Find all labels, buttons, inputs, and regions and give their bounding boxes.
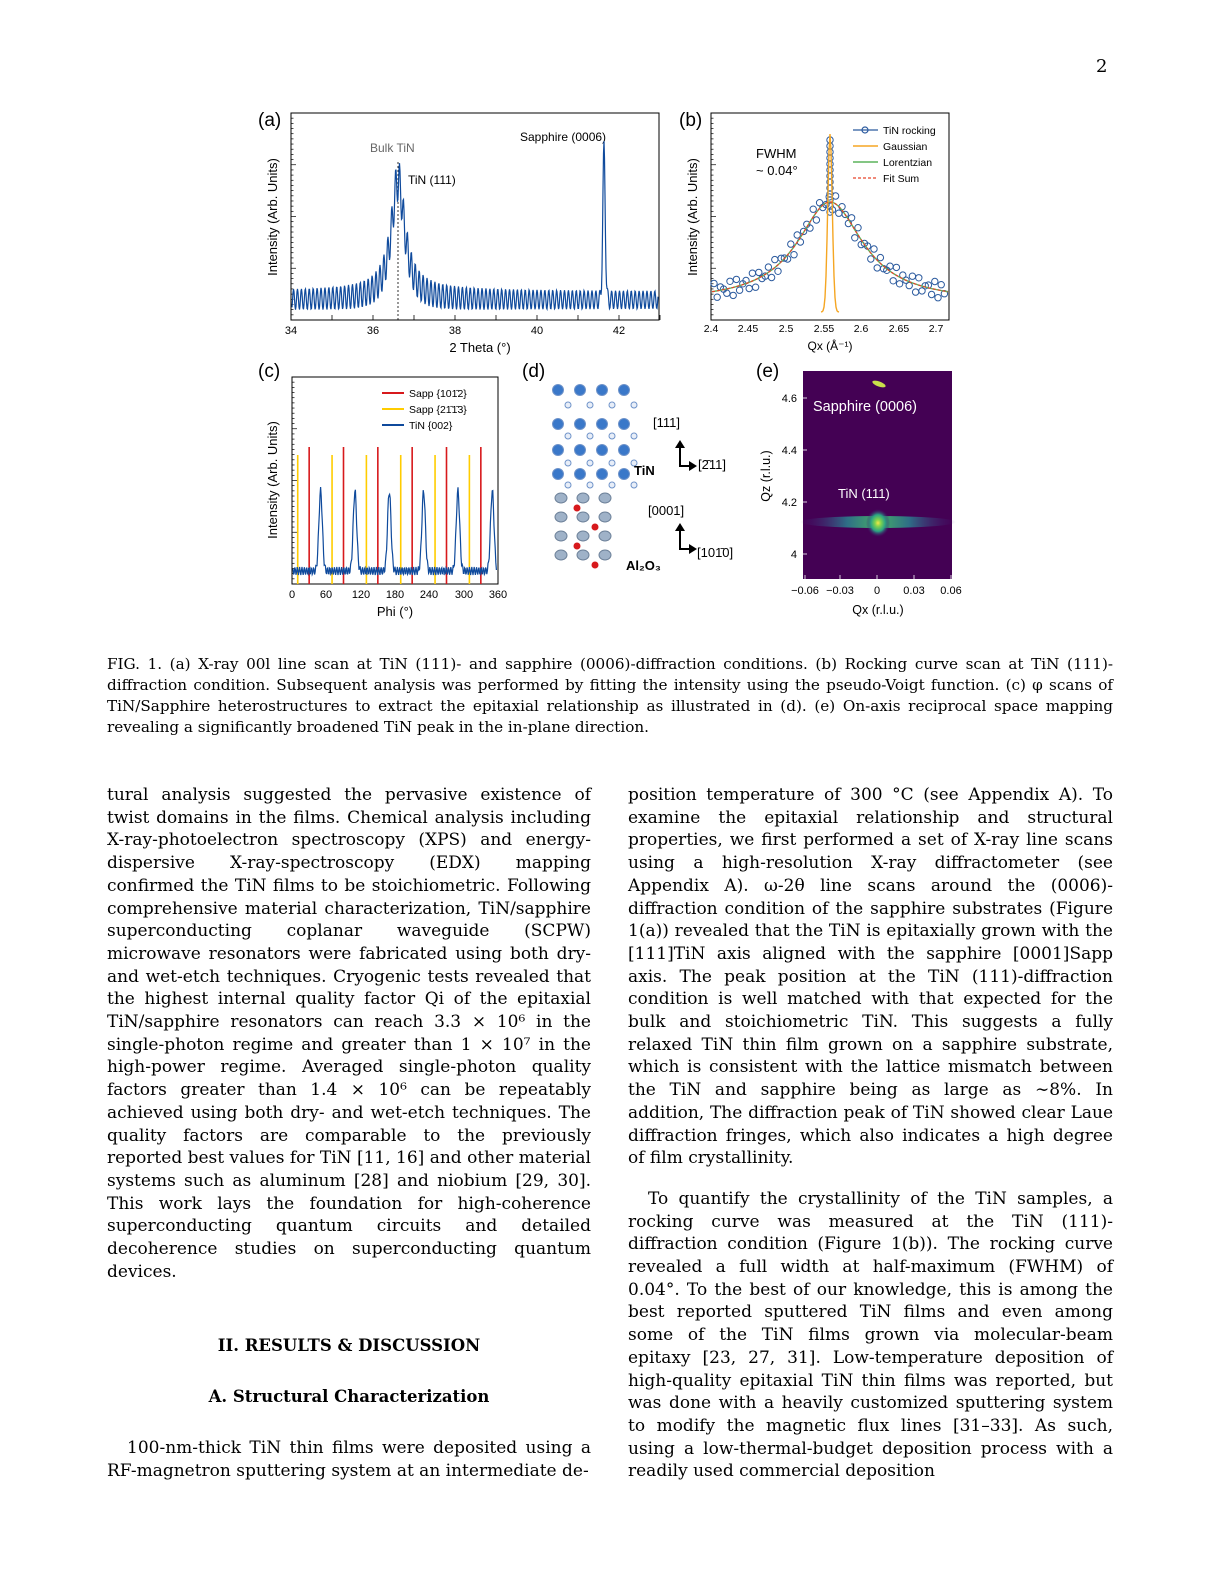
atom-ti-n bbox=[575, 445, 586, 456]
atom-ti-n bbox=[553, 419, 564, 430]
atom-ti-n bbox=[575, 469, 586, 480]
atom-al bbox=[599, 512, 611, 522]
atom-o bbox=[574, 543, 581, 550]
label-tin: TiN bbox=[634, 463, 655, 478]
atom-ti-n bbox=[597, 419, 608, 430]
data-point bbox=[730, 292, 736, 298]
atom-ti-n bbox=[575, 419, 586, 430]
legend-sapp-1012: Sapp {101̄2} bbox=[409, 388, 467, 400]
data-point bbox=[727, 278, 733, 284]
data-point bbox=[733, 276, 739, 282]
legend-lorentzian: Lorentzian bbox=[883, 157, 933, 169]
atom-ti-n bbox=[609, 460, 615, 466]
data-point bbox=[877, 254, 883, 260]
data-point bbox=[791, 252, 797, 258]
annot-fwhm: FWHM bbox=[756, 146, 797, 161]
atom-al bbox=[577, 531, 589, 541]
panel-a-curve bbox=[292, 141, 658, 309]
atom-ti-n bbox=[565, 433, 571, 439]
data-point bbox=[827, 149, 833, 155]
atom-ti-n bbox=[565, 460, 571, 466]
atom-ti-n bbox=[575, 385, 586, 396]
data-point bbox=[765, 264, 771, 270]
atom-al bbox=[555, 493, 567, 503]
panel-c-ylabel: Intensity (Arb. Units) bbox=[265, 421, 280, 539]
annot-sapphire: Sapphire (0006) bbox=[520, 130, 607, 144]
subsection-heading: A. Structural Characterization bbox=[208, 1387, 490, 1407]
atom-al bbox=[599, 531, 611, 541]
data-point bbox=[746, 285, 752, 291]
legend-tin-002: TiN {002} bbox=[409, 420, 453, 432]
data-point bbox=[909, 273, 915, 279]
panel-e-xlabel: Qx (r.l.u.) bbox=[852, 603, 904, 617]
atom-al bbox=[555, 531, 567, 541]
b-xtick: 2.55 bbox=[813, 323, 835, 335]
atom-ti-n bbox=[553, 385, 564, 396]
data-point bbox=[768, 274, 774, 280]
data-point bbox=[855, 225, 861, 231]
data-point bbox=[893, 264, 899, 270]
legend-rocking: TiN rocking bbox=[883, 125, 936, 137]
data-point bbox=[714, 294, 720, 300]
atom-ti-n bbox=[631, 433, 637, 439]
atom-ti-n bbox=[597, 445, 608, 456]
atom-ti-n bbox=[587, 433, 593, 439]
atom-o bbox=[592, 524, 599, 531]
dir-211: [2̄11] bbox=[698, 457, 726, 472]
section-heading: II. RESULTS & DISCUSSION bbox=[217, 1336, 481, 1356]
data-point bbox=[772, 256, 778, 262]
atom-al bbox=[577, 512, 589, 522]
e-ytick: 4.2 bbox=[781, 497, 797, 509]
b-xtick: 2.65 bbox=[888, 323, 910, 335]
panel-e-ylabel: Qz (r.l.u.) bbox=[759, 450, 773, 502]
data-point bbox=[788, 241, 794, 247]
atom-ti-n bbox=[597, 385, 608, 396]
legend-gaussian: Gaussian bbox=[883, 141, 928, 153]
annot-fwhm-value: ~ 0.04° bbox=[756, 163, 798, 178]
data-point bbox=[852, 235, 858, 241]
atom-ti-n bbox=[619, 385, 630, 396]
e-ytick: 4.6 bbox=[781, 393, 797, 405]
b-xtick: 2.7 bbox=[928, 323, 944, 335]
data-point bbox=[935, 295, 941, 301]
a-xtick: 38 bbox=[448, 325, 462, 337]
c-xtick: 360 bbox=[488, 589, 508, 601]
legend-fitsum: Fit Sum bbox=[883, 173, 920, 185]
data-point bbox=[756, 269, 762, 275]
atom-ti-n bbox=[553, 469, 564, 480]
b-xtick: 2.4 bbox=[703, 323, 719, 335]
atom-al bbox=[577, 493, 589, 503]
legend-sapp-2113: Sapp {21̄1̄3} bbox=[409, 404, 467, 416]
panel-a-xlabel: 2 Theta (°) bbox=[449, 340, 511, 355]
phi-scan-lines bbox=[298, 447, 481, 584]
data-point bbox=[836, 210, 842, 216]
atom-ti-n bbox=[609, 482, 615, 488]
figure-1 bbox=[0, 0, 1224, 640]
atom-ti-n bbox=[619, 469, 630, 480]
paragraph: To quantify the crystallinity of the TiN samples, a rocking curve was measured at the TiN (111)-diffraction condition (Figure 1(b)). The rocking curve revealed a full width at half-maximum (FWHM) of 0.04°. To the best of our knowledge, this is among the best reported sputtered TiN films and even among some of the TiN films grown via molecular-beam epitaxy [23, 27, 31]. Low-temperature deposition of high-quality epitaxial TiN thin films was reported, but was done with a heavily customized sputtering system to modify the magnetic flux lines [31–33]. As such, using a low-thermal-budget deposition process with a readily used commercial deposition bbox=[628, 1188, 1113, 1482]
panel-b-ticks bbox=[711, 113, 716, 320]
a-xtick: 40 bbox=[530, 325, 544, 337]
data-point bbox=[827, 155, 833, 161]
tin-phi-curve bbox=[293, 487, 496, 575]
atom-ti-n bbox=[565, 402, 571, 408]
data-point bbox=[938, 282, 944, 288]
column-right bbox=[628, 784, 1113, 1483]
data-point bbox=[810, 206, 816, 212]
atom-ti-n bbox=[553, 445, 564, 456]
data-point bbox=[928, 291, 934, 297]
atom-ti-n bbox=[631, 482, 637, 488]
data-point bbox=[827, 167, 833, 173]
annot-e-sapphire: Sapphire (0006) bbox=[813, 399, 917, 415]
b-xtick: 2.6 bbox=[853, 323, 869, 335]
label-al2o3: Al₂O₃ bbox=[626, 558, 661, 573]
e-xtick: 0.06 bbox=[940, 585, 962, 597]
e-ytick: 4 bbox=[790, 549, 797, 561]
data-point bbox=[874, 265, 880, 271]
panel-b-label: (b) bbox=[679, 110, 703, 131]
data-point bbox=[932, 278, 938, 284]
atom-al bbox=[555, 512, 567, 522]
annot-bulk-tin: Bulk TiN bbox=[370, 141, 415, 155]
data-point bbox=[794, 232, 800, 238]
b-xtick: 2.5 bbox=[778, 323, 794, 335]
atom-ti-n bbox=[565, 482, 571, 488]
e-xtick: −0.03 bbox=[826, 585, 854, 597]
c-xtick: 0 bbox=[288, 589, 296, 601]
atom-ti-n bbox=[631, 402, 637, 408]
data-point bbox=[752, 284, 758, 290]
crystal-structure bbox=[553, 385, 638, 569]
e-ytick: 4.4 bbox=[781, 445, 797, 457]
atom-ti-n bbox=[609, 402, 615, 408]
c-xtick: 120 bbox=[351, 589, 371, 601]
a-xtick: 42 bbox=[612, 325, 626, 337]
atom-al bbox=[555, 550, 567, 560]
dir-111: [111] bbox=[653, 415, 680, 430]
atom-ti-n bbox=[587, 460, 593, 466]
annot-e-tin: TiN (111) bbox=[838, 486, 890, 501]
paragraph: 100-nm-thick TiN thin films were deposited using a RF-magnetron sputtering system at an intermediate de- bbox=[107, 1437, 591, 1481]
a-xtick: 36 bbox=[366, 325, 380, 337]
c-xtick: 300 bbox=[454, 589, 474, 601]
data-point bbox=[896, 281, 902, 287]
data-point bbox=[749, 270, 755, 276]
atom-ti-n bbox=[609, 433, 615, 439]
panel-b-xlabel: Qx (Å⁻¹) bbox=[807, 339, 853, 353]
dir-1010: [101̄0] bbox=[697, 545, 734, 560]
panel-d-label: (d) bbox=[522, 361, 546, 382]
atom-ti-n bbox=[597, 469, 608, 480]
figure-caption: FIG. 1. (a) X-ray 00l line scan at TiN (111)- and sapphire (0006)-diffraction conditions. (b) Rocking curve scan at TiN (111)-diffraction condition. Subsequent analysis was performed by fitting the intensity using the pseudo-Voigt function. (c) φ scans of TiN/Sapphire heterostructures to extract the epitaxial relationship as illustrated in (d). (e) On-axis reciprocal space mapping revealing a significantly broadened TiN peak in the in-plane direction. bbox=[107, 655, 1113, 736]
data-point bbox=[890, 278, 896, 284]
panel-b bbox=[679, 110, 949, 353]
data-point bbox=[916, 275, 922, 281]
panel-c-xlabel: Phi (°) bbox=[376, 604, 414, 619]
atom-al bbox=[599, 550, 611, 560]
e-xtick: 0.03 bbox=[903, 585, 925, 597]
data-point bbox=[813, 217, 819, 223]
atom-al bbox=[577, 550, 589, 560]
panel-c-ticks bbox=[292, 377, 297, 584]
atom-o bbox=[574, 505, 581, 512]
column-left bbox=[107, 784, 591, 1482]
a-xtick: 34 bbox=[284, 325, 298, 337]
c-xtick: 240 bbox=[419, 589, 439, 601]
panel-c-label: (c) bbox=[258, 361, 281, 382]
c-xtick: 60 bbox=[319, 589, 333, 601]
data-point bbox=[827, 161, 833, 167]
panel-a bbox=[258, 110, 660, 355]
data-point bbox=[724, 290, 730, 296]
dir-0001: [0001] bbox=[648, 503, 685, 518]
data-point bbox=[887, 263, 893, 269]
panel-e-label: (e) bbox=[756, 361, 780, 382]
paragraph: tural analysis suggested the pervasive existence of twist domains in the films. Chemical analysis including X-ray-photoelectron spectroscopy (XPS) and energy-dispersive X-ray-spectroscopy (EDX) mapping confirmed the TiN films to be stoichiometric. Following comprehensive material characterization, TiN/sapphire superconducting coplanar waveguide (SCPW) microwave resonators were fabricated using both dry- and wet-etch techniques. Cryogenic tests revealed that the highest internal quality factor Qi of the epitaxial TiN/sapphire resonators can reach 3.3 × 10⁶ in the single-photon regime and greater than 1 × 10⁷ in the high-power regime. Averaged single-photon quality factors greater than 1.4 × 10⁶ can be repeatably achieved using both dry- and wet-etch techniques. The quality factors are comparable to the previously reported best values for TiN [11, 16] and other material systems such as aluminum [28] and niobium [29, 30]. This work lays the foundation for high-coherence superconducting quantum circuits and detailed decoherence studies on superconducting quantum devices. bbox=[107, 785, 591, 1282]
atom-ti-n bbox=[587, 402, 593, 408]
data-point bbox=[871, 246, 877, 252]
data-point bbox=[906, 282, 912, 288]
data-point bbox=[736, 287, 742, 293]
page-number: 2 bbox=[1096, 56, 1108, 77]
paragraph: position temperature of 300 °C (see Appendix A). To examine the epitaxial relationship and structural properties, we first performed a set of X-ray line scans using a high-resolution X-ray diffractometer (see Appendix A). ω-2θ line scans around the (0006)-diffraction condition of the sapphire substrates (Figure 1(a)) revealed that the TiN is epitaxially grown with the [111]TiN axis aligned with the sapphire [0001]Sapp axis. The peak position at the TiN (111)-diffraction condition is well matched with that expected for the bulk and stoichiometric TiN. This suggests a fully relaxed TiN thin film grown on a sapphire substrate, which is consistent with the lattice mismatch between the TiN and sapphire being as large as ∼8%. In addition, The diffraction peak of TiN showed clear Laue diffraction fringes, which also indicates a high degree of film crystallinity. bbox=[628, 785, 1113, 1169]
data-point bbox=[912, 289, 918, 295]
panel-a-ylabel: Intensity (Arb. Units) bbox=[265, 158, 280, 276]
panel-c bbox=[258, 361, 507, 619]
data-point bbox=[775, 268, 781, 274]
panel-b-ylabel: Intensity (Arb. Units) bbox=[685, 158, 700, 276]
panel-d bbox=[522, 361, 733, 573]
atom-ti-n bbox=[587, 482, 593, 488]
annot-tin111: TiN (111) bbox=[408, 173, 456, 187]
atom-o bbox=[592, 562, 599, 569]
e-xtick: −0.06 bbox=[791, 585, 819, 597]
b-xtick: 2.45 bbox=[737, 323, 759, 335]
atom-ti-n bbox=[619, 419, 630, 430]
atom-ti-n bbox=[619, 445, 630, 456]
panel-a-label: (a) bbox=[258, 110, 282, 131]
c-xtick: 180 bbox=[385, 589, 405, 601]
atom-al bbox=[599, 493, 611, 503]
panel-e bbox=[756, 361, 962, 617]
e-xtick: 0 bbox=[873, 585, 881, 597]
data-point bbox=[868, 256, 874, 262]
